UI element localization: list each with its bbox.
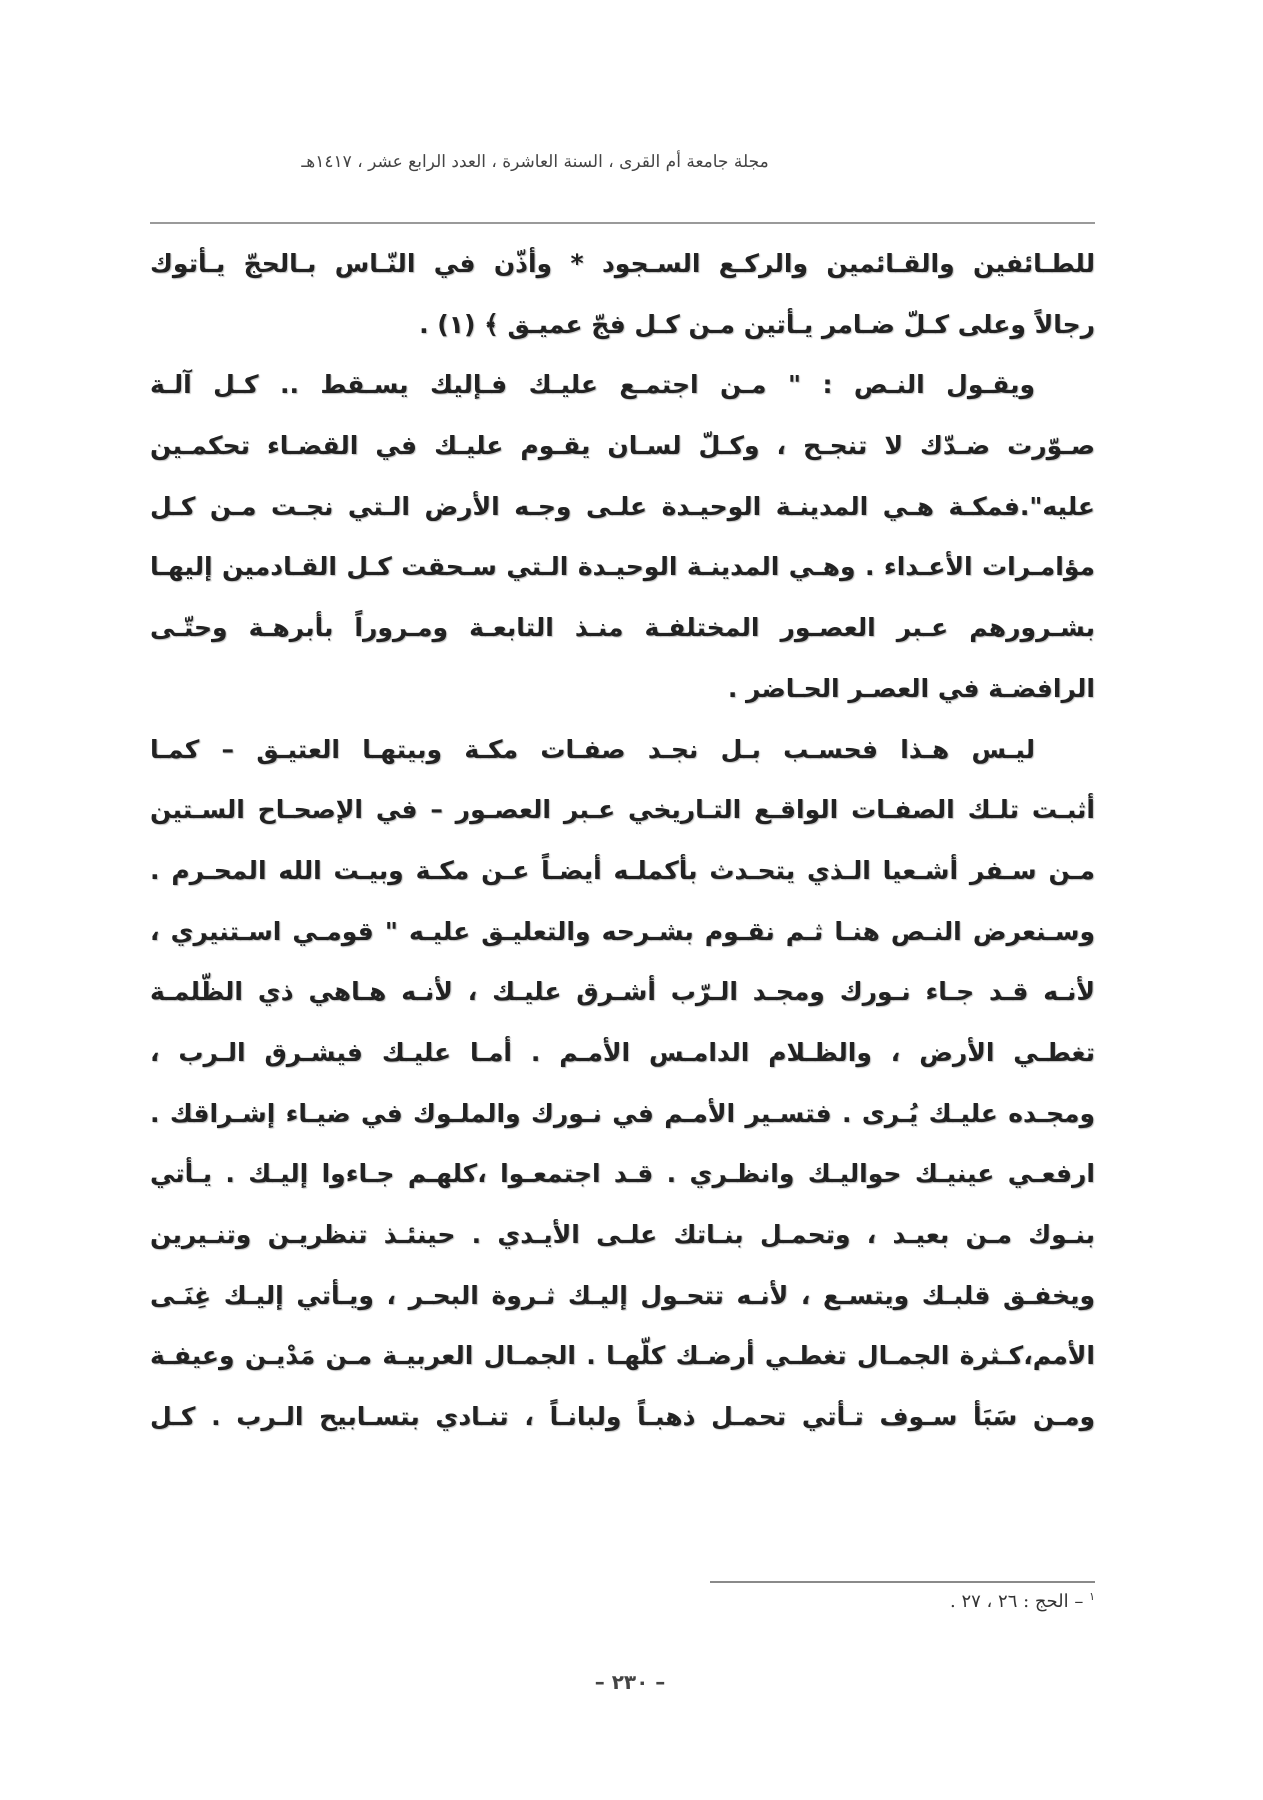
text-line: بنـوك مـن بعيـد ، وتحمـل بنـاتك علـى الأيـدي . حينئـذ تنظريـن وتنـيرين [150,1220,1095,1249]
footnote [700,1590,1095,1612]
footnote-marker: ١ [1089,1590,1095,1603]
text-line: مؤامـرات الأعـداء . وهـي المدينـة الوحيـدة الـتي سـحقت كـل القـادمين إليهـا [150,552,1095,582]
footnote-text: – الحج : ٢٦ ، ٢٧ . [949,1591,1084,1612]
text-line: وسـنعرض النـص هنـا ثـم نقـوم بشـرحه والتعليـق عليـه " قومـي اسـتنيري ، [150,916,1095,946]
text-line: ويقـول النـص : " مـن اجتمـع عليـك فـإليك يسـقط .. كـل آلـة [150,370,1035,400]
text-line: ومـن سَبَأ سـوف تـأتي تحمـل ذهبـاً ولبانـاً ، تنـادي بتسـابيح الـرب . كـل [150,1402,1095,1432]
text-line: الأمم،كـثرة الجمـال تغطـي أرضـك كلّهـا . الجمـال العربيـة مـن مَدْيـن وعيفـة [150,1341,1095,1371]
text-line: للطـائفين والقـائمين والركـع السـجود * وأذّن في النّـاس بـالحجّ يـأتوك [150,249,1095,278]
footnote-rule [710,1581,1095,1583]
text-line: أثبـت تلـك الصفـات الواقـع التـاريخي عـبر العصـور – في الإصحـاح السـتين [150,795,1095,825]
text-line: ومجـده عليـك يُـرى . فتسـير الأمـم في نـورك والملـوك في ضيـاء إشـراقك . [150,1098,1095,1128]
text-line: صـوّرت ضـدّك لا تنجـح ، وكـلّ لسـان يقـوم عليـك في القضـاء تحكمـين [150,431,1095,461]
text-line: بشـرورهم عـبر العصـور المختلفـة منـذ التابعـة ومـروراً بأبرهـة وحتّـى [150,613,1095,643]
running-header: مجلة جامعة أم القرى ، السنة العاشرة ، العدد الرابع عشر ، ١٤١٧هـ [301,152,769,172]
header-rule [150,222,1095,224]
text-line: ليـس هـذا فحسـب بـل نجـد صفـات مكـة وبيتهـا العتيـق – كمـا [150,734,1035,764]
text-line: الرافضـة في العصـر الحـاضر . [727,673,1095,703]
text-line: ويخفـق قلبـك ويتسـع ، لأنـه تتحـول إليـك ثـروة البحـر ، ويـأتي إليـك غِنَـى [150,1280,1095,1310]
text-line: مـن سـفر أشـعيا الـذي يتحـدث بأكملـه أيضـاً عـن مكـة وبيـت الله المحـرم . [150,855,1095,885]
text-line: ارفعـي عينيـك حواليـك وانظـري . قـد اجتمعـوا ،كلهـم جـاءوا إليـك . يـأتي [150,1159,1095,1189]
text-line: لأنـه قـد جـاء نـورك ومجـد الـرّب أشـرق عليـك ، لأنـه هـاهي ذي الظّلمـة [150,977,1095,1007]
body-text [150,234,1095,1448]
text-line: عليه".فمكـة هـي المدينـة الوحيـدة علـى وجـه الأرض الـتي نجـت مـن كـل [150,491,1095,521]
page-number: – ٢٣٠ – [594,1670,666,1694]
text-line: رجالاً وعلى كـلّ ضـامر يـأتين مـن كـل فجّ عميـق ﴾ (١) . [419,309,1095,339]
text-line: تغطـي الأرض ، والظـلام الدامـس الأمـم . أمـا عليـك فيشـرق الـرب ، [150,1037,1095,1067]
